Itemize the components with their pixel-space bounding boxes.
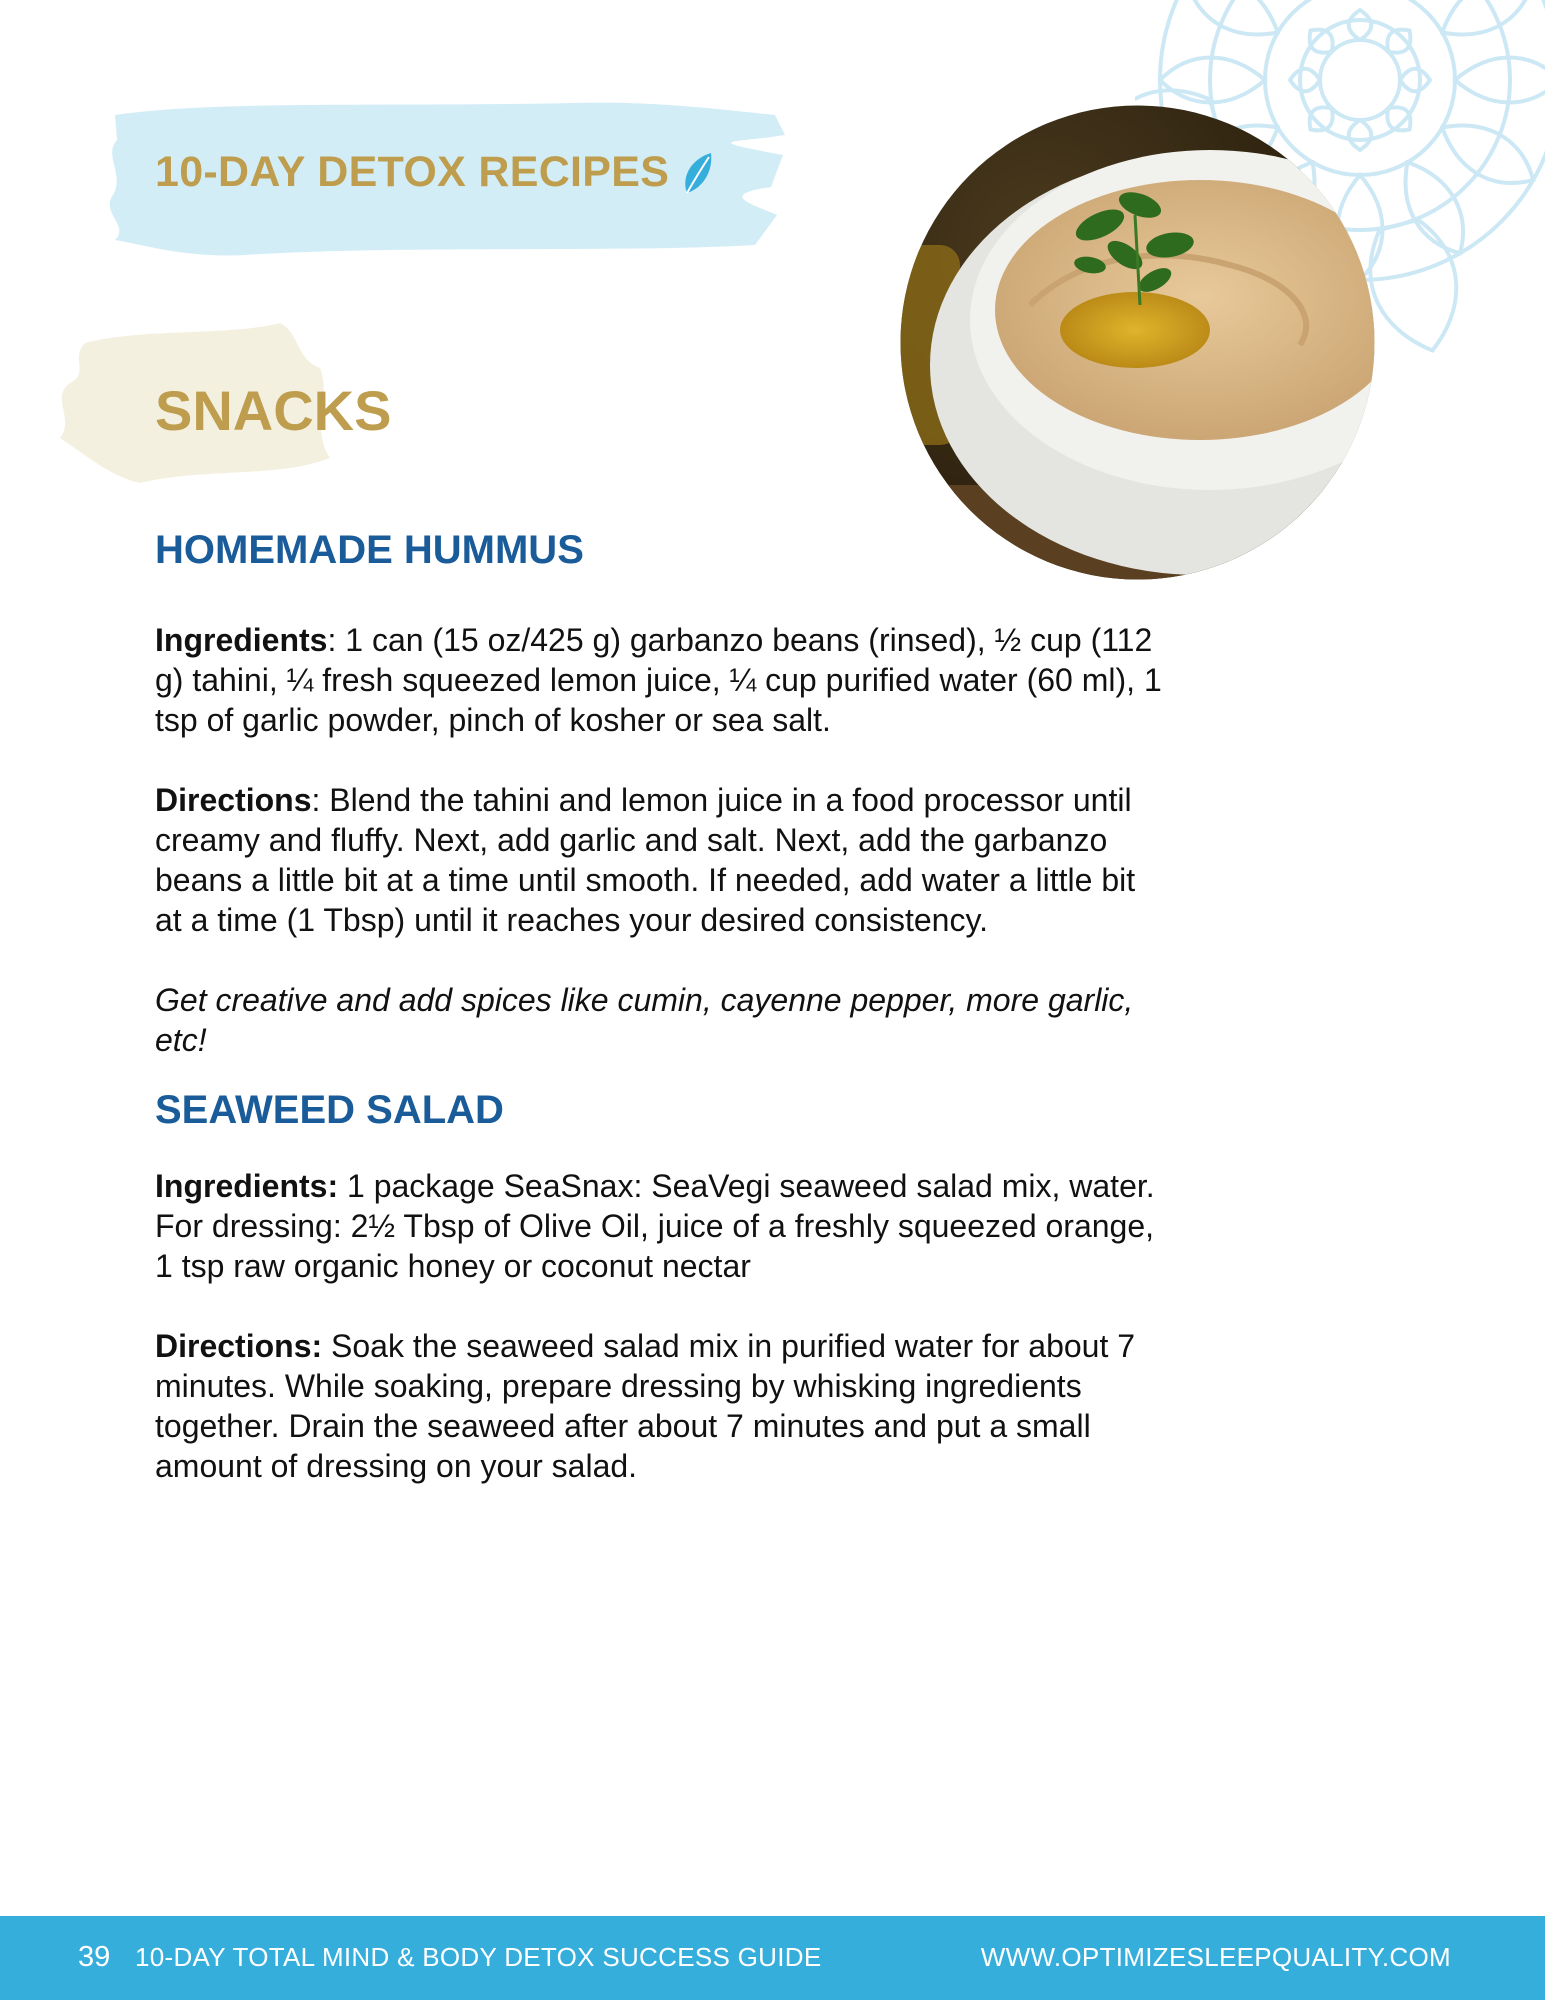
leaf-icon [683,151,713,195]
directions-label: Directions [155,782,312,818]
header-title [155,148,713,197]
ingredients-separator: : [327,622,337,658]
ingredients-text: 1 can (15 oz/425 g) garbanzo beans (rinsed), ½ cup (112 g) tahini, ¼ fresh squeezed lemon juice, ¼ cup purified water (60 ml), 1 tsp of garlic powder, pinch of kosher or sea salt. [155,622,1162,738]
seaweed-ingredients [155,1166,1165,1286]
ingredients-label: Ingredients [155,622,328,658]
directions-label: Directions: [155,1328,323,1364]
header-title-text: 10-DAY DETOX RECIPES [155,148,670,196]
hummus-tip [155,980,1165,1060]
recipe-content [155,520,1165,1486]
ingredients-text: 1 package SeaSnax: SeaVegi seaweed salad mix, water. For dressing: 2½ Tbsp of Olive Oil, juice of a freshly squeezed orange, 1 tsp raw organic honey or coconut nectar [155,1168,1155,1284]
page-footer [0,1916,1545,2000]
directions-text: Blend the tahini and lemon juice in a food processor until creamy and fluffy. Next, add garlic and salt. Next, add the garbanzo beans a little bit at a time until smooth. If needed, add water a little bit at a time (1 Tbsp) until it reaches your desired consistency. [155,782,1136,938]
tip-text: Get creative and add spices like cumin, cayenne pepper, more garlic, etc! [155,982,1134,1058]
hummus-ingredients [155,620,1165,740]
directions-text: Soak the seaweed salad mix in purified water for about 7 minutes. While soaking, prepare dressing by whisking ingredients together. Drain the seaweed after about 7 minutes and put a small amount of dressing on your salad. [155,1328,1136,1484]
ingredients-label: Ingredients: [155,1168,339,1204]
hummus-photo [900,105,1375,580]
hummus-directions [155,780,1165,940]
guide-title: 10-DAY TOTAL MIND & BODY DETOX SUCCESS GUIDE [135,1942,822,1972]
website-link[interactable]: WWW.OPTIMIZESLEEPQUALITY.COM [980,1942,1451,1972]
seaweed-directions [155,1326,1165,1486]
recipe-title-seaweed: SEAWEED SALAD [155,1088,504,1132]
page-number: 39 [78,1941,111,1973]
section-title: SNACKS [155,379,392,442]
directions-separator: : [311,782,321,818]
recipe-title-hummus: HOMEMADE HUMMUS [155,528,584,572]
